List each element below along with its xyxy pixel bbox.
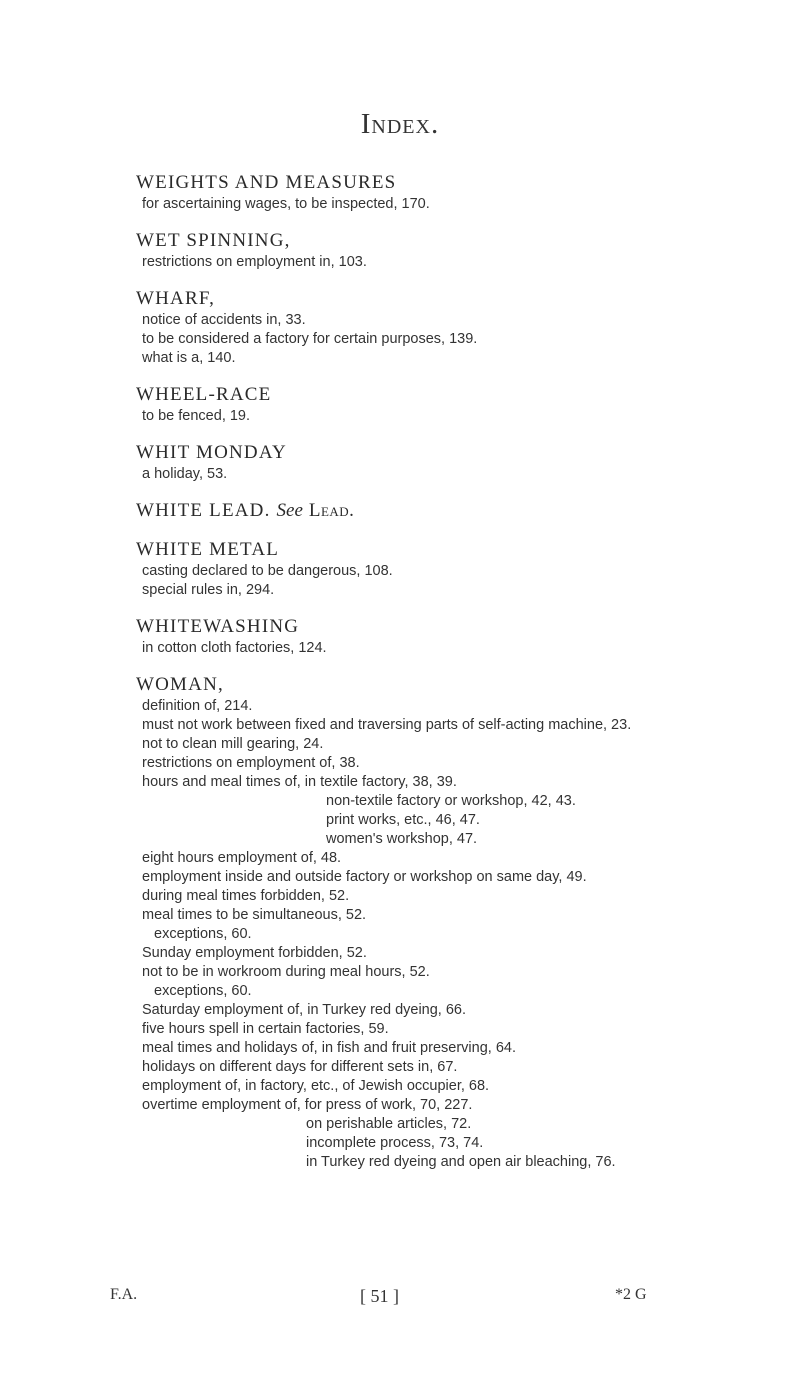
entry-line: eight hours employment of, 48. [142, 850, 342, 866]
entry-line: in cotton cloth factories, 124. [142, 640, 327, 656]
index-entry [136, 228, 776, 272]
entry-subline: women's workshop, 47. [326, 831, 478, 847]
entry-line: holidays on different days for different sets in, 67. [142, 1059, 458, 1075]
page-title: Index. [360, 108, 440, 140]
entry-subline: print works, etc., 46, 47. [326, 812, 480, 828]
index-entry [136, 170, 776, 214]
entry-line: meal times and holidays of, in fish and fruit preserving, 64. [142, 1040, 516, 1056]
entry-line: must not work between fixed and traversing parts of self-acting machine, 23. [142, 717, 632, 733]
entry-line: special rules in, 294. [142, 582, 275, 598]
index-entry [136, 614, 776, 658]
entry-line: Saturday employment of, in Turkey red dyeing, 66. [142, 1002, 467, 1018]
entry-line: meal times to be simultaneous, 52. [142, 907, 367, 923]
entry-heading: WHITEWASHING [136, 616, 300, 637]
entry-heading: WET SPINNING, [136, 230, 291, 251]
entry-line: employment inside and outside factory or workshop on same day, 49. [142, 869, 587, 885]
footer-signature-mark: *2 G [615, 1286, 647, 1303]
index-entry [136, 286, 776, 368]
entry-subline: in Turkey red dyeing and open air bleaching, 76. [306, 1154, 616, 1170]
entry-line: a holiday, 53. [142, 466, 228, 482]
index-entry [136, 382, 776, 426]
cross-reference: Lead. [308, 500, 355, 521]
entry-line: what is a, 140. [142, 350, 236, 366]
entry-line: overtime employment of, for press of work, 70, 227. [142, 1097, 473, 1113]
see-label: See [276, 500, 303, 521]
entry-subline: on perishable articles, 72. [306, 1116, 472, 1132]
index-entries [136, 170, 776, 1186]
entry-heading: WHEEL-RACE [136, 384, 272, 405]
entry-line: not to be in workroom during meal hours, 52. [142, 964, 430, 980]
entry-line: to be considered a factory for certain purposes, 139. [142, 331, 478, 347]
footer-signature: F.A. [110, 1286, 138, 1303]
entry-subline: exceptions, 60. [154, 983, 252, 999]
entry-line: employment of, in factory, etc., of Jewish occupier, 68. [142, 1078, 490, 1094]
entry-line: restrictions on employment in, 103. [142, 254, 367, 270]
entry-line: Sunday employment forbidden, 52. [142, 945, 367, 961]
entry-heading: WEIGHTS AND MEASURES [136, 172, 397, 193]
entry-subline: incomplete process, 73, 74. [306, 1135, 484, 1151]
entry-heading-text: WHITE LEAD. [136, 500, 271, 521]
entry-line: casting declared to be dangerous, 108. [142, 563, 393, 579]
index-entry [136, 498, 776, 523]
entry-heading: WOMAN, [136, 674, 224, 695]
page-footer [0, 1286, 800, 1310]
entry-line: for ascertaining wages, to be inspected, 170. [142, 196, 430, 212]
entry-line: during meal times forbidden, 52. [142, 888, 350, 904]
page-number: [ 51 ] [360, 1286, 399, 1306]
entry-heading: WHARF, [136, 288, 216, 309]
entry-heading: WHITE METAL [136, 539, 280, 560]
entry-line: to be fenced, 19. [142, 408, 251, 424]
index-entry [136, 537, 776, 600]
index-entry [136, 440, 776, 484]
entry-line: definition of, 214. [142, 698, 253, 714]
entry-subline: exceptions, 60. [154, 926, 252, 942]
entry-line: notice of accidents in, 33. [142, 312, 306, 328]
entry-heading: WHIT MONDAY [136, 442, 287, 463]
entry-subline: non-textile factory or workshop, 42, 43. [326, 793, 576, 809]
entry-line: restrictions on employment of, 38. [142, 755, 360, 771]
entry-line: five hours spell in certain factories, 59. [142, 1021, 389, 1037]
entry-line: not to clean mill gearing, 24. [142, 736, 324, 752]
entry-heading [136, 498, 776, 523]
entry-line: hours and meal times of, in textile factory, 38, 39. [142, 774, 457, 790]
index-entry [136, 672, 776, 1172]
